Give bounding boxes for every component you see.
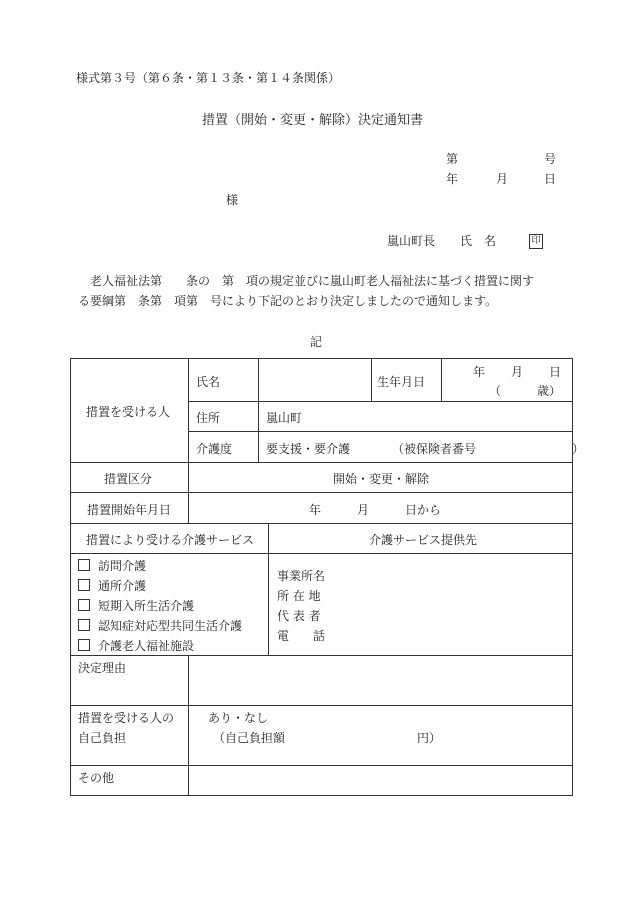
seal-mark — [529, 232, 543, 249]
burden-amount: （自己負担額 円） — [213, 731, 442, 745]
decision-table — [70, 358, 585, 796]
provider-label: 介護サービス提供先 — [369, 533, 478, 547]
addressee-suffix: 様 — [226, 193, 239, 207]
date-year: 年 — [446, 172, 459, 186]
seal-icon: 印 — [529, 234, 543, 249]
checkbox-icon[interactable] — [78, 639, 90, 651]
burden-value: あり・なし — [208, 711, 269, 725]
services-label: 措置により受ける介護サービス — [86, 533, 255, 547]
checkbox-icon[interactable] — [78, 579, 90, 591]
age: （ 歳） — [489, 384, 562, 398]
provider-phone: 電 話 — [277, 629, 326, 643]
service-item[interactable]: 通所介護 — [78, 577, 146, 594]
doc-number-prefix: 第 — [446, 152, 459, 166]
service-item[interactable]: 認知症対応型共同生活介護 — [78, 617, 242, 634]
birth-year: 年 — [473, 365, 486, 379]
provider-office-name: 事業所名 — [277, 569, 326, 583]
issuer: 嵐山町長 — [387, 234, 436, 248]
other-label: その他 — [78, 771, 115, 785]
checkbox-icon[interactable] — [78, 599, 90, 611]
body-line-1: 老人福祉法第 条の 第 項の規定並びに嵐山町老人福祉法に基づく措置に関す — [90, 274, 535, 288]
service-item[interactable]: 短期入所生活介護 — [78, 597, 194, 614]
insured-number: （被保険者番号 ） — [392, 442, 585, 456]
ki-heading: 記 — [310, 335, 323, 349]
category-label: 措置区分 — [104, 472, 153, 486]
burden-label-1: 措置を受ける人の — [78, 711, 175, 725]
address-value: 嵐山町 — [266, 411, 303, 425]
name-label: 氏名 — [196, 375, 221, 389]
birth-day: 日 — [549, 365, 562, 379]
checkbox-icon[interactable] — [78, 619, 90, 631]
date-month: 月 — [496, 172, 509, 186]
doc-number-suffix: 号 — [544, 152, 557, 166]
form-number: 様式第３号（第６条・第１３条・第１４条関係） — [76, 71, 341, 85]
recipient-label: 措置を受ける人 — [86, 405, 171, 419]
service-item[interactable]: 訪問介護 — [78, 557, 146, 574]
date-day: 日 — [544, 172, 557, 186]
birth-month: 月 — [511, 365, 524, 379]
checkbox-icon[interactable] — [78, 559, 90, 571]
care-level-value: 要支援・要介護 — [266, 442, 351, 456]
care-level-label: 介護度 — [196, 442, 233, 456]
body-line-2: る要綱第 条第 項第 号により下記のとおり決定しましたので通知します。 — [78, 294, 498, 308]
burden-label-2: 自己負担 — [78, 731, 127, 745]
issuer-name-label: 氏 名 — [460, 234, 497, 248]
category-value: 開始・変更・解除 — [333, 472, 430, 486]
address-label: 住所 — [196, 411, 221, 425]
provider-location: 所 在 地 — [277, 589, 321, 603]
start-date-value: 年 月 日から — [309, 503, 442, 517]
start-date-label: 措置開始年月日 — [87, 503, 172, 517]
birth-label: 生年月日 — [377, 375, 426, 389]
document-title: 措置（開始・変更・解除）決定通知書 — [202, 113, 424, 128]
reason-label: 決定理由 — [78, 661, 127, 675]
provider-representative: 代 表 者 — [277, 609, 321, 623]
service-item[interactable]: 介護老人福祉施設 — [78, 637, 194, 654]
